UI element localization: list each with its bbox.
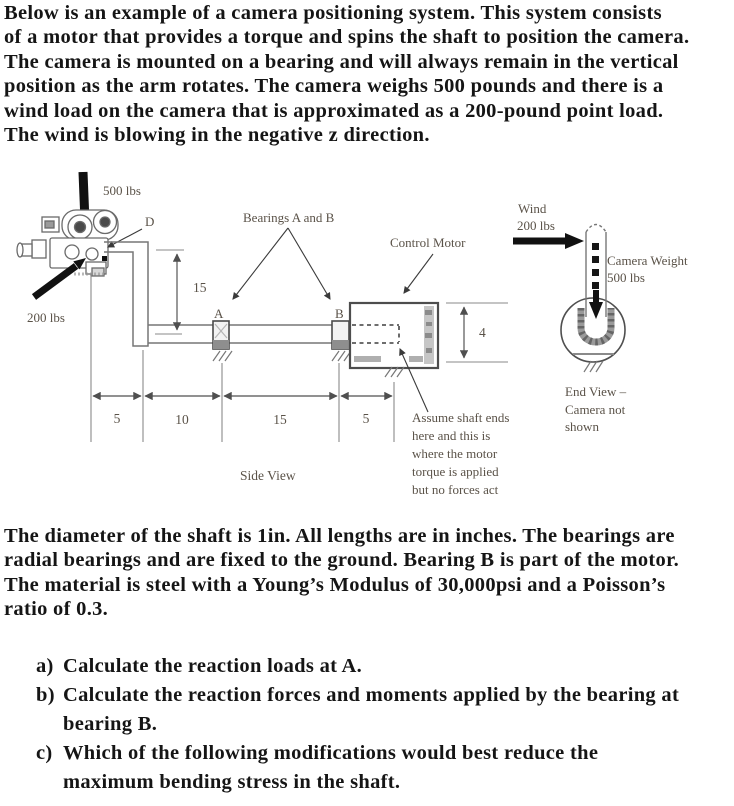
force-500-label: 500 lbs: [103, 183, 141, 198]
text-line: ratio of 0.3.: [4, 598, 109, 621]
dim-10-label: 10: [175, 412, 189, 427]
wind-label-line2: 200 lbs: [517, 218, 555, 233]
dim-15-label: 15: [193, 280, 207, 295]
end-view-caption-line1: End View –: [565, 384, 627, 399]
text-line: The camera is mounted on a bearing and will always remain in the vertical: [4, 50, 679, 73]
camera-system-diagram: [0, 170, 734, 506]
shaft-end-note: [412, 410, 510, 497]
control-motor-leader: [404, 254, 433, 293]
note-line: Assume shaft ends: [412, 410, 510, 425]
end-view-caption-line3: shown: [565, 419, 599, 434]
bearing-b-label: B: [335, 306, 344, 321]
text-line: of a motor that provides a torque and spins the shaft to position the camera.: [4, 26, 690, 49]
side-view-caption: Side View: [240, 468, 296, 483]
bearing-b-block: [332, 321, 351, 361]
text-line: The material is steel with a Young’s Modulus of 30,000psi and a Poisson’s: [4, 573, 666, 596]
text-line: Below is an example of a camera positioning system. This system consists: [4, 2, 662, 24]
wind-arrow-icon: [513, 233, 584, 249]
camera-weight-dashes: [592, 243, 599, 289]
question-text-line: Calculate the reaction loads at A.: [63, 655, 363, 677]
dimension-15: [155, 250, 184, 334]
force-200-label: 200 lbs: [27, 310, 65, 325]
text-line: radial bearings and are fixed to the ground. Bearing B is part of the motor.: [4, 549, 680, 572]
bearing-a-label: A: [214, 306, 224, 321]
dimension-4: [446, 303, 508, 362]
text-line: position as the arm rotates. The camera weighs 500 pounds and there is a: [4, 75, 664, 98]
question-item-a: [0, 652, 679, 681]
question-label: b): [36, 684, 55, 706]
end-view: [513, 201, 688, 434]
question-item-c: [0, 739, 679, 797]
intro-paragraph: [4, 1, 689, 147]
note-line: torque is applied: [412, 464, 499, 479]
text-line: The diameter of the shaft is 1in. All lengths are in inches. The bearings are: [4, 525, 675, 547]
questions-list: [0, 652, 679, 797]
question-text-line: bearing B.: [63, 713, 158, 735]
dim-5b-label: 5: [362, 411, 370, 426]
camera-arm: [104, 242, 148, 346]
bearings-label: Bearings A and B: [243, 210, 335, 225]
question-text-line: maximum bending stress in the shaft.: [63, 771, 401, 793]
question-text-line: Calculate the reaction forces and moments applied by the bearing at: [63, 684, 680, 706]
dim-4-label: 4: [479, 325, 486, 340]
dim-15b-label: 15: [273, 412, 287, 427]
bearing-b-leader: [288, 228, 330, 299]
question-label: c): [36, 742, 53, 764]
details-paragraph: [4, 524, 679, 622]
motor-box: [350, 303, 438, 377]
camera-illustration: [17, 210, 118, 276]
control-motor-label: Control Motor: [390, 235, 466, 250]
camera-weight-label-line1: Camera Weight: [607, 253, 688, 268]
point-d-label: D: [145, 214, 155, 229]
camera-weight-label-line2: 500 lbs: [607, 270, 645, 285]
dim-5a-label: 5: [113, 411, 121, 426]
end-view-caption-line2: Camera not: [565, 402, 626, 417]
text-line: wind load on the camera that is approximated as a 200-pound point load.: [4, 99, 664, 122]
bearing-a-block: [213, 321, 232, 361]
note-line: here and this is: [412, 428, 491, 443]
note-line: where the motor: [412, 446, 498, 461]
question-item-b: [0, 681, 679, 739]
question-label: a): [36, 655, 54, 677]
dimension-chain: [91, 274, 394, 442]
wind-label-line1: Wind: [518, 201, 547, 216]
text-line: The wind is blowing in the negative z direction.: [4, 124, 430, 147]
question-text-line: Which of the following modifications would best reduce the: [63, 742, 599, 764]
note-line: but no forces act: [412, 482, 499, 497]
extension-lines: [91, 274, 394, 442]
bearing-a-leader: [233, 228, 288, 299]
